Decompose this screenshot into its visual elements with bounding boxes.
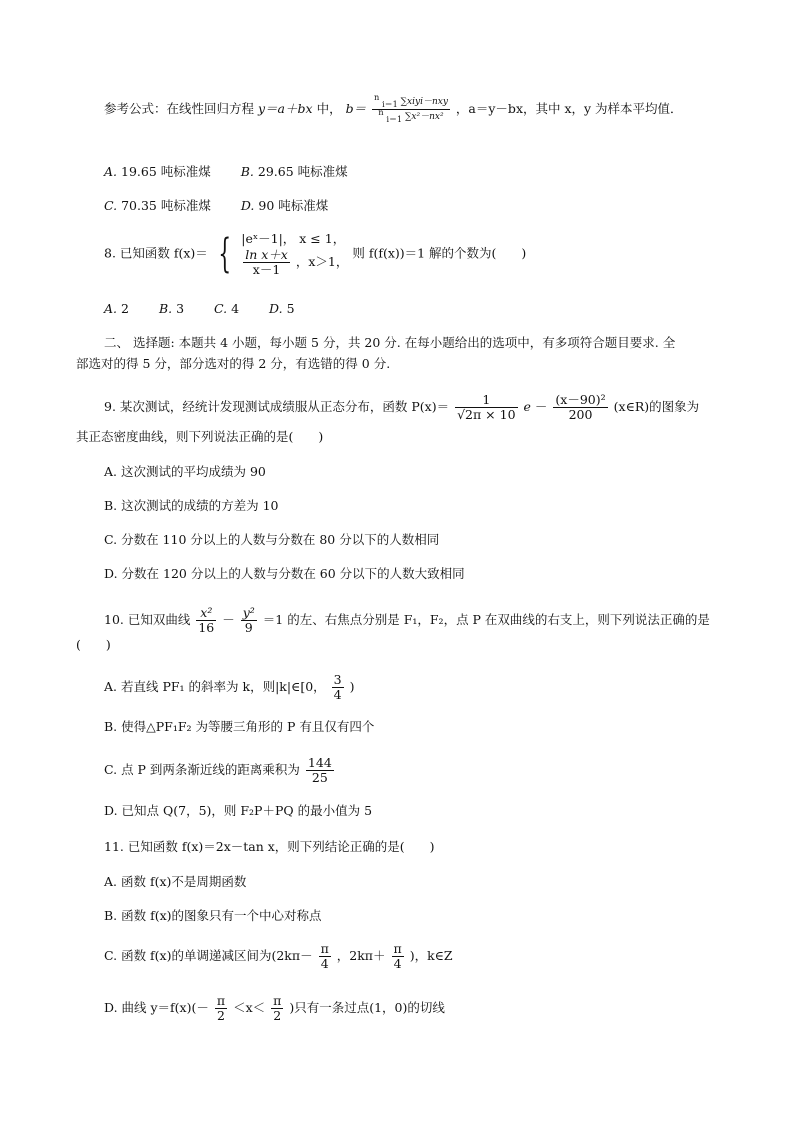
q11-option-d: D. 曲线 y＝f(x)(－ $\frac{\pi}{2}$ ＜x＜ $\frac{\pi}{2}$ )只有一条过点(1，0)的切线 <box>104 993 445 1023</box>
q10-option-a: A. 若直线 PF₁ 的斜率为 k，则|k|∈[0， $\frac{3}{4}$ ) <box>104 672 355 702</box>
question-11: 11. 已知函数 f(x)＝2x－tan x，则下列结论正确的是( ) <box>104 839 435 854</box>
q9-option-d: D. 分数在 120 分以上的人数与分数在 60 分以下的人数大致相同 <box>104 566 465 581</box>
reference-formula: 参考公式：在线性回归方程 y＝a＋bx 中， b＝ $\frac{^n _{i=1} \sum xiyi-nxy}{^n _{i=1} \sum x^2-nx^2}$ ，a＝y－bx，其中 x，y 为样本平均值． <box>104 93 683 124</box>
question-10: 10. 已知双曲线 $\frac{\text{x²}}{16}$ － $\frac{\text{y²}}{9}$ ＝1 的左、右焦点分别是 F₁，F₂，点 P 在双曲线的右支上，则下列说法正确的是 <box>104 605 710 635</box>
q10-option-d: D. 已知点 Q(7，5)，则 F₂P＋PQ 的最小值为 5 <box>104 803 373 818</box>
q8-choices: A. 2 B. 3 C. 4 D. 5 <box>104 301 295 316</box>
question-8: 8. 已知函数 f(x)＝ { |eˣ－1|， x ≤ 1， $\frac{\text{ln x＋x}}{x-1}$ ，x＞1， 则 f(f(x))＝1 解的个数为( ) <box>104 230 527 277</box>
section-2-heading: 二、 选择题: 本题共 4 小题，每小题 5 分，共 20 分. 在每小题给出的选项中，有多项符合题目要求. 全 <box>104 335 676 350</box>
q9-option-b: B. 这次测试的成绩的方差为 10 <box>104 498 279 513</box>
q11-option-b: B. 函数 f(x)的图象只有一个中心对称点 <box>104 908 322 923</box>
q11-option-c: C. 函数 f(x)的单调递减区间为(2kπ－ $\frac{\pi}{4}$ ，2kπ＋ $\frac{\pi}{4}$ )，k∈Z <box>104 941 453 971</box>
q9-option-c: C. 分数在 110 分以上的人数与分数在 80 分以下的人数相同 <box>104 532 440 547</box>
q9-option-a: A. 这次测试的平均成绩为 90 <box>104 464 266 479</box>
question-9-cont: 其正态密度曲线，则下列说法正确的是( ) <box>76 429 324 444</box>
q7-choices-row1: A. 19.65 吨标准煤 B. 29.65 吨标准煤 <box>104 164 348 179</box>
piecewise-cases: |eˣ－1|， x ≤ 1， $\frac{\text{ln x＋x}}{x-1}$ ，x＞1， <box>241 231 349 277</box>
regression-fraction: $\frac{^n _{i=1} \sum xiyi-nxy}{^n _{i=1} \sum x^2-nx^2}$ <box>374 93 448 124</box>
q10-option-c: C. 点 P 到两条渐近线的距离乘积为 $\frac{144}{25}$ <box>104 755 332 785</box>
q11-option-a: A. 函数 f(x)不是周期函数 <box>104 874 247 889</box>
question-9: 9. 某次测试，经统计发现测试成绩服从正态分布，函数 P(x)＝ $\frac{1}{√2\pi \times 10}$ e － $\frac{\text{(x－90)²}}{200}$ (x∈R)的图象为 <box>104 392 700 422</box>
question-10-cont: ( ) <box>76 637 111 652</box>
q7-choices-row2: C. 70.35 吨标准煤 D. 90 吨标准煤 <box>104 198 329 213</box>
section-2-heading-cont: 部选对的得 5 分，部分选对的得 2 分，有选错的得 0 分. <box>76 356 391 371</box>
q10-option-b: B. 使得△PF₁F₂ 为等腰三角形的 P 有且仅有四个 <box>104 719 375 734</box>
